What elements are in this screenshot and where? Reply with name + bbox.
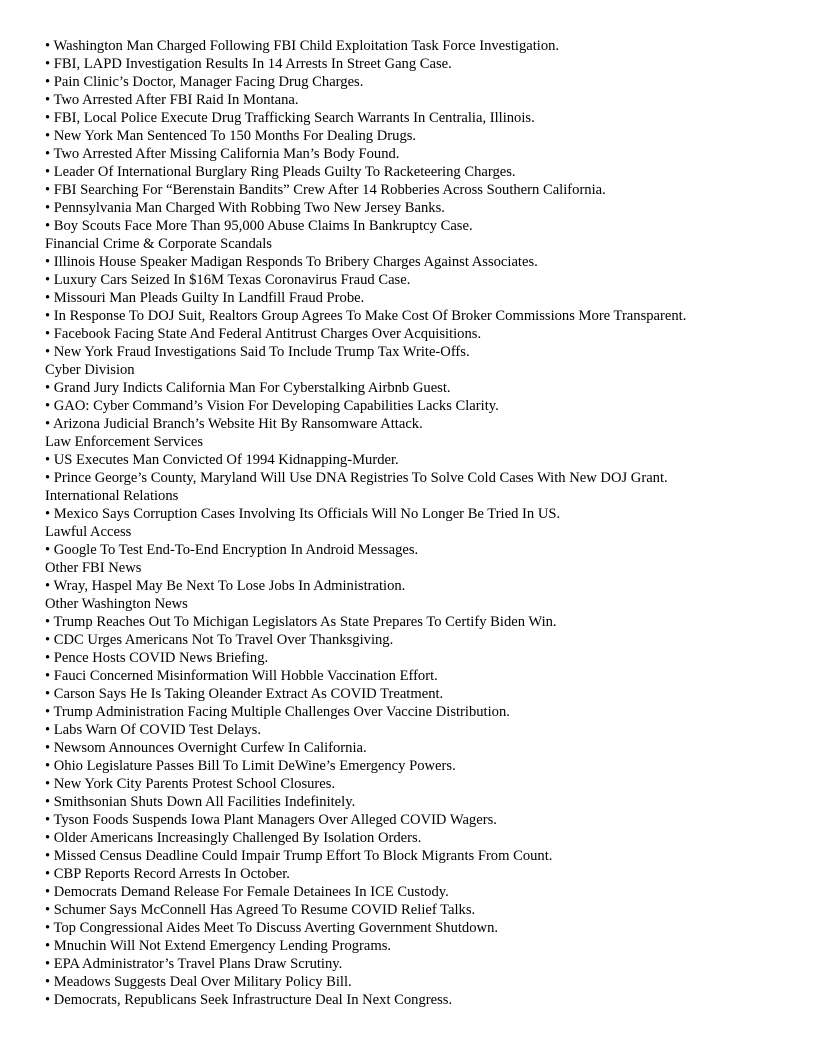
headline-item: • CDC Urges Americans Not To Travel Over Thanksgiving.: [45, 632, 394, 648]
headline-item: • Trump Reaches Out To Michigan Legislators As State Prepares To Certify Biden Win.: [45, 614, 557, 630]
headline-item: • Two Arrested After FBI Raid In Montana.: [45, 92, 299, 108]
section-heading-lawful-access: Lawful Access: [45, 524, 132, 540]
section-heading-cyber-division: Cyber Division: [45, 362, 135, 378]
headline-item: • Pennsylvania Man Charged With Robbing Two New Jersey Banks.: [45, 200, 445, 216]
headline-item: • Wray, Haspel May Be Next To Lose Jobs In Administration.: [45, 578, 406, 594]
headline-item: • Democrats, Republicans Seek Infrastructure Deal In Next Congress.: [45, 992, 453, 1008]
headline-item: • Mexico Says Corruption Cases Involving Its Officials Will No Longer Be Tried In US.: [45, 506, 561, 522]
headline-item: • Luxury Cars Seized In $16M Texas Coronavirus Fraud Case.: [45, 272, 411, 288]
headline-item: • Top Congressional Aides Meet To Discuss Averting Government Shutdown.: [45, 920, 499, 936]
headline-item: • Washington Man Charged Following FBI Child Exploitation Task Force Investigation.: [45, 38, 560, 54]
headline-item: • In Response To DOJ Suit, Realtors Group Agrees To Make Cost Of Broker Commissions More Transparent.: [45, 308, 687, 324]
headline-item: • Boy Scouts Face More Than 95,000 Abuse Claims In Bankruptcy Case.: [45, 218, 473, 234]
headline-item: • New York Man Sentenced To 150 Months For Dealing Drugs.: [45, 128, 417, 144]
headline-item: • Grand Jury Indicts California Man For Cyberstalking Airbnb Guest.: [45, 380, 451, 396]
headline-item: • Prince George’s County, Maryland Will Use DNA Registries To Solve Cold Cases With New DOJ Grant.: [45, 470, 668, 486]
headline-item: • Trump Administration Facing Multiple Challenges Over Vaccine Distribution.: [45, 704, 510, 720]
headline-item: • Carson Says He Is Taking Oleander Extract As COVID Treatment.: [45, 686, 444, 702]
news-digest-page: [45, 37, 805, 1009]
headline-item: • New York Fraud Investigations Said To Include Trump Tax Write-Offs.: [45, 344, 470, 360]
headline-item: • Pence Hosts COVID News Briefing.: [45, 650, 269, 666]
headline-item: • New York City Parents Protest School Closures.: [45, 776, 336, 792]
headline-item: • Mnuchin Will Not Extend Emergency Lending Programs.: [45, 938, 392, 954]
headline-item: • US Executes Man Convicted Of 1994 Kidnapping-Murder.: [45, 452, 399, 468]
headline-item: • Arizona Judicial Branch’s Website Hit By Ransomware Attack.: [45, 416, 423, 432]
headline-item: • Leader Of International Burglary Ring Pleads Guilty To Racketeering Charges.: [45, 164, 516, 180]
headline-item: • Missed Census Deadline Could Impair Trump Effort To Block Migrants From Count.: [45, 848, 553, 864]
headline-item: • EPA Administrator’s Travel Plans Draw Scrutiny.: [45, 956, 343, 972]
headline-item: • Meadows Suggests Deal Over Military Policy Bill.: [45, 974, 352, 990]
section-heading-international-relations: International Relations: [45, 488, 179, 504]
headline-item: • Two Arrested After Missing California Man’s Body Found.: [45, 146, 400, 162]
headline-item: • CBP Reports Record Arrests In October.: [45, 866, 290, 882]
headline-item: • Schumer Says McConnell Has Agreed To Resume COVID Relief Talks.: [45, 902, 476, 918]
section-heading-financial-crime: Financial Crime & Corporate Scandals: [45, 236, 272, 252]
headline-item: • Democrats Demand Release For Female Detainees In ICE Custody.: [45, 884, 449, 900]
headline-item: • Labs Warn Of COVID Test Delays.: [45, 722, 261, 738]
headline-item: • FBI, LAPD Investigation Results In 14 Arrests In Street Gang Case.: [45, 56, 452, 72]
headline-item: • Smithsonian Shuts Down All Facilities Indefinitely.: [45, 794, 356, 810]
headline-item: • Pain Clinic’s Doctor, Manager Facing Drug Charges.: [45, 74, 364, 90]
headline-item: • Tyson Foods Suspends Iowa Plant Managers Over Alleged COVID Wagers.: [45, 812, 497, 828]
headline-item: • Ohio Legislature Passes Bill To Limit DeWine’s Emergency Powers.: [45, 758, 456, 774]
section-heading-law-enforcement-services: Law Enforcement Services: [45, 434, 204, 450]
headline-item: • Newsom Announces Overnight Curfew In California.: [45, 740, 367, 756]
headline-item: • FBI, Local Police Execute Drug Trafficking Search Warrants In Centralia, Illinois.: [45, 110, 535, 126]
headline-item: • GAO: Cyber Command’s Vision For Developing Capabilities Lacks Clarity.: [45, 398, 499, 414]
headline-item: • Missouri Man Pleads Guilty In Landfill Fraud Probe.: [45, 290, 365, 306]
headline-item: • Fauci Concerned Misinformation Will Hobble Vaccination Effort.: [45, 668, 438, 684]
section-heading-other-washington-news: Other Washington News: [45, 596, 188, 612]
headline-item: • Older Americans Increasingly Challenged By Isolation Orders.: [45, 830, 422, 846]
headline-item: • Facebook Facing State And Federal Antitrust Charges Over Acquisitions.: [45, 326, 482, 342]
headline-item: • FBI Searching For “Berenstain Bandits” Crew After 14 Robberies Across Southern California.: [45, 182, 606, 198]
headline-item: • Illinois House Speaker Madigan Responds To Bribery Charges Against Associates.: [45, 254, 538, 270]
section-heading-other-fbi-news: Other FBI News: [45, 560, 142, 576]
headline-item: • Google To Test End-To-End Encryption In Android Messages.: [45, 542, 419, 558]
